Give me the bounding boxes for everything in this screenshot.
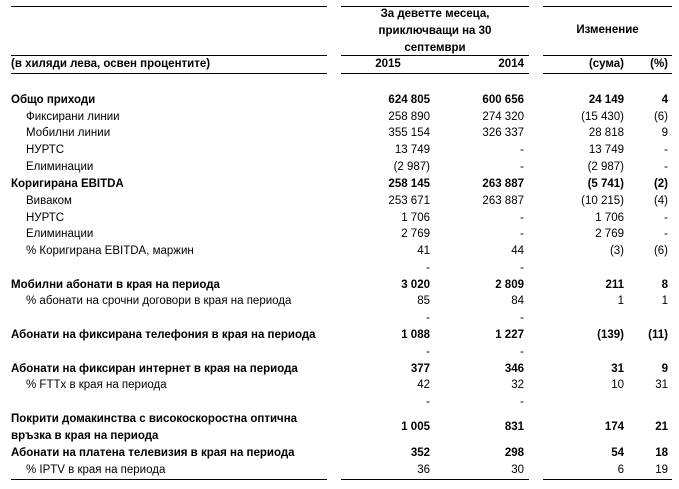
period-header-line-2: приключващи на 30 <box>378 25 492 37</box>
row-label-line-1: Покрити домакинства с високоскоростна оптична <box>11 413 298 425</box>
value-2015: 36 <box>417 464 430 476</box>
row-label: Абонати на фиксиран интернет в края на периода <box>11 363 298 375</box>
value-2014: 30 <box>511 464 524 476</box>
value-2015: 258 890 <box>388 111 430 123</box>
value-2015: 258 145 <box>388 178 430 190</box>
value-pct: 8 <box>661 279 668 291</box>
value-amount: 13 749 <box>588 144 624 156</box>
value-2015: 3 020 <box>401 279 430 291</box>
value-2015: 1 005 <box>401 421 430 433</box>
value-amount: 31 <box>611 363 624 375</box>
row-label: % FTTx в края на периода <box>26 379 167 391</box>
value-pct: (11) <box>648 329 668 341</box>
value-pct: (6) <box>653 111 668 123</box>
col-header-pct: (%) <box>650 58 668 70</box>
value-2015: 2 769 <box>401 228 430 240</box>
value-pct: 18 <box>655 447 668 459</box>
change-header: Изменение <box>576 24 639 36</box>
value-pct: (4) <box>653 195 668 207</box>
value-2015: 1 088 <box>401 329 430 341</box>
value-2014: 263 887 <box>482 195 524 207</box>
value-pct: 21 <box>655 421 668 433</box>
value-amount: 54 <box>611 447 624 459</box>
value-amount: 174 <box>604 421 624 433</box>
row-label: % Коригирана EBITDA, маржин <box>26 245 194 257</box>
row-label: % абонати на срочни договори в края на периода <box>26 295 292 307</box>
value-2014: 2 809 <box>495 279 524 291</box>
rule-header-bottom-change <box>543 73 672 74</box>
value-2015: 624 805 <box>388 94 430 106</box>
row-label: % IPTV в края на периода <box>26 464 166 476</box>
value-pct: - <box>664 228 668 240</box>
value-2015: 13 749 <box>394 144 430 156</box>
value-amount: (5 741) <box>587 178 624 190</box>
rule-header-bottom-label <box>11 73 327 74</box>
value-amount: 1 <box>617 295 624 307</box>
value-2014: - <box>520 144 524 156</box>
row-label: Коригирана EBITDA <box>11 178 124 190</box>
period-header-line-1: За деветте месеца, <box>380 8 490 20</box>
value-2014: - <box>520 312 524 324</box>
value-2014: 298 <box>504 447 524 459</box>
value-2014: - <box>520 346 524 358</box>
value-pct: 9 <box>661 363 668 375</box>
value-2014: - <box>520 262 524 274</box>
value-2015: 352 <box>410 447 430 459</box>
value-amount: (10 215) <box>581 195 624 207</box>
value-pct: - <box>664 161 668 173</box>
value-2014: 346 <box>504 363 524 375</box>
row-label: Виваком <box>26 195 72 207</box>
value-amount: 28 818 <box>588 127 624 139</box>
value-amount: (3) <box>609 245 624 257</box>
value-2015: 253 671 <box>388 195 430 207</box>
value-2014: 84 <box>511 295 524 307</box>
value-2014: - <box>520 212 524 224</box>
value-2014: - <box>520 228 524 240</box>
value-pct: - <box>664 144 668 156</box>
value-pct: (2) <box>653 178 668 190</box>
value-2014: - <box>520 161 524 173</box>
value-2015: 355 154 <box>388 127 430 139</box>
row-label: Абонати на фиксирана телефония в края на периода <box>11 329 316 341</box>
value-amount: 1 706 <box>595 212 624 224</box>
value-amount: (15 430) <box>581 111 624 123</box>
value-2015: 377 <box>410 363 430 375</box>
row-label: Елиминации <box>26 161 94 173</box>
value-amount: 6 <box>617 464 624 476</box>
row-label: Мобилни абонати в края на периода <box>11 279 220 291</box>
value-pct: 9 <box>661 127 668 139</box>
row-label: Елиминации <box>26 228 94 240</box>
value-2014: 32 <box>511 379 524 391</box>
period-header <box>341 6 529 57</box>
col-header-2015: 2015 <box>375 58 401 70</box>
value-2014: 274 320 <box>482 111 524 123</box>
value-amount: 2 769 <box>595 228 624 240</box>
value-pct: 19 <box>655 464 668 476</box>
value-amount: (139) <box>597 329 624 341</box>
rule-top-label <box>11 6 327 7</box>
value-pct: 31 <box>655 379 668 391</box>
value-2015: 85 <box>417 295 430 307</box>
row-label: Фиксирани линии <box>26 111 120 123</box>
value-2014: 831 <box>504 421 524 433</box>
value-pct: 1 <box>661 295 668 307</box>
value-2014: 326 337 <box>482 127 524 139</box>
row-label: Мобилни линии <box>26 127 111 139</box>
value-pct: - <box>664 212 668 224</box>
rule-bottom-label <box>11 479 327 480</box>
col-header-2014: 2014 <box>498 58 524 70</box>
value-amount: 211 <box>605 279 624 291</box>
value-amount: (2 987) <box>587 161 624 173</box>
col-header-amount: (сума) <box>588 58 624 70</box>
value-pct: (6) <box>653 245 668 257</box>
unit-note: (в хиляди лева, освен процентите) <box>11 58 211 70</box>
row-label: НУРТС <box>26 144 65 156</box>
value-2014: 1 227 <box>495 329 524 341</box>
period-header-line-3: септември <box>404 42 466 54</box>
value-2015: (2 987) <box>393 161 430 173</box>
rule-bottom-period <box>341 479 529 480</box>
rule-top-change <box>543 6 672 7</box>
value-2014: - <box>520 396 524 408</box>
row-label: Абонати на платена телевизия в края на периода <box>11 447 295 459</box>
value-2014: 600 656 <box>482 94 524 106</box>
value-2015: 42 <box>417 379 430 391</box>
row-label-line-2: връзка в края на периода <box>11 430 159 442</box>
value-amount: 24 149 <box>588 94 624 106</box>
value-2015: - <box>426 396 430 408</box>
value-2015: - <box>426 262 430 274</box>
value-2014: 44 <box>511 245 524 257</box>
rule-header-bottom-period <box>341 73 529 74</box>
value-2015: - <box>426 312 430 324</box>
rule-bottom-change <box>543 479 672 480</box>
value-2015: - <box>426 346 430 358</box>
row-label: НУРТС <box>26 212 65 224</box>
row-label: Общо приходи <box>11 94 96 106</box>
value-2014: 263 887 <box>482 178 524 190</box>
value-amount: 10 <box>611 379 624 391</box>
value-2015: 1 706 <box>401 212 430 224</box>
value-pct: 4 <box>661 94 668 106</box>
value-2015: 41 <box>417 245 430 257</box>
